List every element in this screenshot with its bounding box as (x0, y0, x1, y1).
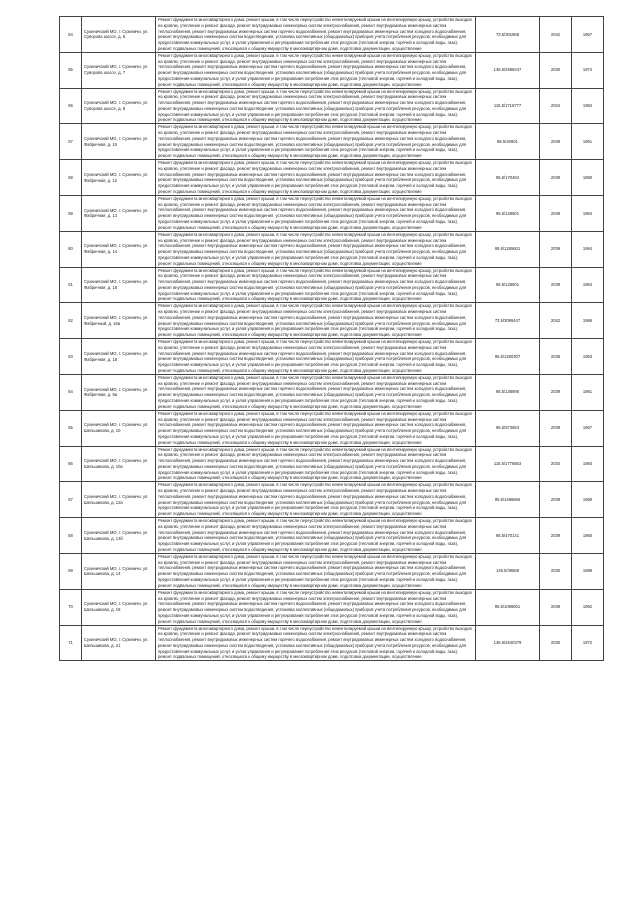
build-year: 1960 (572, 160, 604, 196)
row-number: 67 (60, 482, 82, 518)
row-number: 63 (60, 339, 82, 375)
build-year: 1963 (572, 339, 604, 375)
build-year: 1974 (572, 52, 604, 88)
row-number: 60 (60, 231, 82, 267)
works-list: Ремонт фундамента многоквартирного дома, ремонт крыши, в том числе переустройство невентилируемой крыши на вентилируемую крышу, устройство выходов на кровлю, утепление и ремонт фасада, ремонт внутридомовых инженерных систем электроснабжения, ремонт внутридомовых инженерных систем теплоснабжения, ремонт внутридомовых инженерных систем горячего водоснабжения, ремонт внутридомовых инженерных систем холодного водоснабжения, ремонт внутридомовых инженерных систем водоотведения, установка коллективных (общедомовых) приборов учета потребления ресурсов, необходимых для предоставления коммунальных услуг, и узлов управления и регулирования потребления этих ресурсов (тепловой энергии, горячей и холодной воды, газа), ремонт подвальных помещений, относящихся к общему имуществу в многоквартирном доме, подготовка документации, осуществление (156, 482, 476, 518)
area-value: 95.5/1265601 (476, 231, 540, 267)
build-year: 1964 (572, 195, 604, 231)
planned-year: 2039 (540, 482, 572, 518)
row-number: 54 (60, 17, 82, 53)
build-year: 1972 (572, 625, 604, 661)
row-number: 66 (60, 446, 82, 482)
house-address: Сухиничский МО, г. Сухиничи, ул. Суворова шоссе, д. 7 (82, 52, 156, 88)
build-year: 1964 (572, 267, 604, 303)
area-value: 73.5/3099447 (476, 303, 540, 339)
planned-year: 2042 (540, 303, 572, 339)
row-number: 58 (60, 160, 82, 196)
planned-year: 2034 (540, 446, 572, 482)
area-value: 95.5/128601 (476, 195, 540, 231)
works-list: Ремонт фундамента многоквартирного дома, ремонт крыши, в том числе переустройство невентилируемой крыши на вентилируемую крышу, устройство выходов на кровлю, утепление и ремонт фасада, ремонт внутридомовых инженерных систем электроснабжения, ремонт внутридомовых инженерных систем теплоснабжения, ремонт внутридомовых инженерных систем горячего водоснабжения, ремонт внутридомовых инженерных систем холодного водоснабжения, ремонт внутридомовых инженерных систем водоотведения, установка коллективных (общедомовых) приборов учета потребления ресурсов, необходимых для предоставления коммунальных услуг, и узлов управления и регулирования потребления этих ресурсов (тепловой энергии, горячей и холодной воды, газа), ремонт подвальных помещений, относящихся к общему имуществу в многоквартирном доме, подготовка документации, осуществление (156, 446, 476, 482)
house-address: Сухиничский МО, г. Сухиничи, ул. Фабричная, д. 18 (82, 339, 156, 375)
works-list: Ремонт фундамента многоквартирного дома, ремонт крыши, в том числе переустройство невентилируемой крыши на вентилируемую крышу, устройство выходов на кровлю, утепление и ремонт фасада, ремонт внутридомовых инженерных систем электроснабжения, ремонт внутридомовых инженерных систем теплоснабжения, ремонт внутридомовых инженерных систем горячего водоснабжения, ремонт внутридомовых инженерных систем холодного водоснабжения, ремонт внутридомовых инженерных систем водоотведения, установка коллективных (общедомовых) приборов учета потребления ресурсов, необходимых для предоставления коммунальных услуг, и узлов управления и регулирования потребления этих ресурсов (тепловой энергии, горячей и холодной воды, газа), ремонт подвальных помещений, относящихся к общему имуществу в многоквартирном доме, подготовка документации, осуществление (156, 17, 476, 53)
house-address: Сухиничский МО, г. Сухиничи, ул. Фабричная, д. 12 (82, 160, 156, 196)
house-address: Сухиничский МО, г. Сухиничи, ул. Шельшикова, д. 14 (82, 553, 156, 589)
table-row (60, 553, 604, 589)
works-list: Ремонт фундамента многоквартирного дома, ремонт крыши, в том числе переустройство невентилируемой крыши на вентилируемую крышу, устройство выходов на кровлю, утепление и ремонт фасада, ремонт внутридомовых инженерных систем электроснабжения, ремонт внутридомовых инженерных систем теплоснабжения, ремонт внутридомовых инженерных систем горячего водоснабжения, ремонт внутридомовых инженерных систем холодного водоснабжения, ремонт внутридомовых инженерных систем водоотведения, установка коллективных (общедомовых) приборов учета потребления ресурсов, необходимых для предоставления коммунальных услуг, и узлов управления и регулирования потребления этих ресурсов (тепловой энергии, горячей и холодной воды, газа), ремонт подвальных помещений, относящихся к общему имуществу в многоквартирном доме, подготовка документации, осуществление (156, 339, 476, 375)
table-row (60, 88, 604, 124)
row-number: 61 (60, 267, 82, 303)
works-list: Ремонт фундамента многоквартирного дома, ремонт крыши, в том числе переустройство невентилируемой крыши на вентилируемую крышу, устройство выходов на кровлю, утепление и ремонт фасада, ремонт внутридомовых инженерных систем электроснабжения, ремонт внутридомовых инженерных систем теплоснабжения, ремонт внутридомовых инженерных систем горячего водоснабжения, ремонт внутридомовых инженерных систем холодного водоснабжения, ремонт внутридомовых инженерных систем водоотведения, установка коллективных (общедомовых) приборов учета потребления ресурсов, необходимых для предоставления коммунальных услуг, и узлов управления и регулирования потребления этих ресурсов (тепловой энергии, горячей и холодной воды, газа), ремонт подвальных помещений, относящихся к общему имуществу в многоквартирном доме, подготовка документации, осуществление (156, 374, 476, 410)
planned-year: 2042 (540, 17, 572, 53)
house-address: Сухиничский МО, г. Сухиничи, ул. Шельшикова, д. 18 (82, 589, 156, 625)
planned-year: 2039 (540, 374, 572, 410)
row-number: 56 (60, 88, 82, 124)
row-number: 59 (60, 195, 82, 231)
works-list: Ремонт фундамента многоквартирного дома, ремонт крыши, в том числе переустройство невентилируемой крыши на вентилируемую крышу, устройство выходов на кровлю, утепление и ремонт фасада, ремонт внутридомовых инженерных систем электроснабжения, ремонт внутридомовых инженерных систем теплоснабжения, ремонт внутридомовых инженерных систем горячего водоснабжения, ремонт внутридомовых инженерных систем холодного водоснабжения, ремонт внутридомовых инженерных систем водоотведения, установка коллективных (общедомовых) приборов учета потребления ресурсов, необходимых для предоставления коммунальных услуг, и узлов управления и регулирования потребления этих ресурсов (тепловой энергии, горячей и холодной воды, газа), ремонт подвальных помещений, относящихся к общему имуществу в многоквартирном доме, подготовка документации, осуществление (156, 88, 476, 124)
works-list: Ремонт фундамента многоквартирного дома, ремонт крыши, в том числе переустройство невентилируемой крыши на вентилируемую крышу, устройство выходов на кровлю, утепление и ремонт фасада, ремонт внутридомовых инженерных систем электроснабжения, ремонт внутридомовых инженерных систем теплоснабжения, ремонт внутридомовых инженерных систем горячего водоснабжения, ремонт внутридомовых инженерных систем холодного водоснабжения, ремонт внутридомовых инженерных систем водоотведения, установка коллективных (общедомовых) приборов учета потребления ресурсов, необходимых для предоставления коммунальных услуг, и узлов управления и регулирования потребления этих ресурсов (тепловой энергии, горячей и холодной воды, газа), ремонт подвальных помещений, относящихся к общему имуществу в многоквартирном доме, подготовка документации, осуществление (156, 231, 476, 267)
table-row (60, 518, 604, 554)
works-list: Ремонт фундамента многоквартирного дома, ремонт крыши, в том числе переустройство невентилируемой крыши на вентилируемую крышу, устройство выходов на кровлю, утепление и ремонт фасада, ремонт внутридомовых инженерных систем электроснабжения, ремонт внутридомовых инженерных систем теплоснабжения, ремонт внутридомовых инженерных систем горячего водоснабжения, ремонт внутридомовых инженерных систем холодного водоснабжения, ремонт внутридомовых инженерных систем водоотведения, установка коллективных (общедомовых) приборов учета потребления ресурсов, необходимых для предоставления коммунальных услуг, и узлов управления и регулирования потребления этих ресурсов (тепловой энергии, горячей и холодной воды, газа), ремонт подвальных помещений, относящихся к общему имуществу в многоквартирном доме, подготовка документации, осуществление (156, 625, 476, 661)
table-body (60, 17, 604, 661)
row-number: 64 (60, 374, 82, 410)
area-value: 95.5/1096601 (476, 589, 540, 625)
area-value: 115.5/1716777 (476, 88, 540, 124)
build-year: 1967 (572, 410, 604, 446)
works-list: Ремонт фундамента многоквартирного дома, ремонт крыши, в том числе переустройство невентилируемой крыши на вентилируемую крышу, устройство выходов на кровлю, утепление и ремонт фасада, ремонт внутридомовых инженерных систем электроснабжения, ремонт внутридомовых инженерных систем теплоснабжения, ремонт внутридомовых инженерных систем горячего водоснабжения, ремонт внутридомовых инженерных систем холодного водоснабжения, ремонт внутридомовых инженерных систем водоотведения, установка коллективных (общедомовых) приборов учета потребления ресурсов, необходимых для предоставления коммунальных услуг, и узлов управления и регулирования потребления этих ресурсов (тепловой энергии, горячей и холодной воды, газа), ремонт подвальных помещений, относящихся к общему имуществу в многоквартирном доме, подготовка документации, осуществление (156, 589, 476, 625)
house-address: Сухиничский МО, г. Сухиничи, ул. Фабричная, д. 8а (82, 374, 156, 410)
house-address: Сухиничский МО, г. Сухиничи, ул. Шельшикова, д. 10 (82, 410, 156, 446)
table-row (60, 374, 604, 410)
build-year: 1988 (572, 553, 604, 589)
house-address: Сухиничский МО, г. Сухиничи, ул. Фабричный, д. 16а (82, 303, 156, 339)
build-year: 1962 (572, 589, 604, 625)
house-address: Сухиничский МО, г. Сухиничи, ул. Суворова шоссе, д. 8 (82, 88, 156, 124)
table-row (60, 17, 604, 53)
area-value: 95.5/40601 (476, 124, 540, 160)
table-row (60, 303, 604, 339)
build-year: 1967 (572, 17, 604, 53)
area-value: 95.5/1260307 (476, 339, 540, 375)
repair-program-table (59, 16, 604, 661)
area-value: 136.5/2540379 (476, 625, 540, 661)
house-address: Сухиничский МО, г. Сухиничи, ул. Шельшикова, д. 12а (82, 482, 156, 518)
works-list: Ремонт фундамента многоквартирного дома, ремонт крыши, в том числе переустройство невентилируемой крыши на вентилируемую крышу, устройство выходов на кровлю, утепление и ремонт фасада, ремонт внутридомовых инженерных систем электроснабжения, ремонт внутридомовых инженерных систем теплоснабжения, ремонт внутридомовых инженерных систем горячего водоснабжения, ремонт внутридомовых инженерных систем холодного водоснабжения, ремонт внутридомовых инженерных систем водоотведения, установка коллективных (общедомовых) приборов учета потребления ресурсов, необходимых для предоставления коммунальных услуг, и узлов управления и регулирования потребления этих ресурсов (тепловой энергии, горячей и холодной воды, газа), ремонт подвальных помещений, относящихся к общему имуществу в многоквартирном доме, подготовка документации, осуществление (156, 160, 476, 196)
area-value: 95.5/170484 (476, 160, 540, 196)
area-value: 95.5/1496666 (476, 482, 540, 518)
table-row (60, 52, 604, 88)
table-row (60, 339, 604, 375)
house-address: Сухиничский МО, г. Сухиничи, ул. Фабричная, д. 13 (82, 195, 156, 231)
table-row (60, 195, 604, 231)
works-list: Ремонт фундамента многоквартирного дома, ремонт крыши, в том числе переустройство невентилируемой крыши на вентилируемую крышу, устройство выходов на кровлю, утепление и ремонт фасада, ремонт внутридомовых инженерных систем электроснабжения, ремонт внутридомовых инженерных систем теплоснабжения, ремонт внутридомовых инженерных систем горячего водоснабжения, ремонт внутридомовых инженерных систем холодного водоснабжения, ремонт внутридомовых инженерных систем водоотведения, установка коллективных (общедомовых) приборов учета потребления ресурсов, необходимых для предоставления коммунальных услуг, и узлов управления и регулирования потребления этих ресурсов (тепловой энергии, горячей и холодной воды, газа), ремонт подвальных помещений, относящихся к общему имуществу в многоквартирном доме, подготовка документации, осуществление (156, 410, 476, 446)
build-year: 1966 (572, 303, 604, 339)
planned-year: 2030 (540, 553, 572, 589)
house-address: Сухиничский МО, г. Сухиничи, ул. Суворова шоссе, д. 5 (82, 17, 156, 53)
table-row (60, 482, 604, 518)
build-year: 1961 (572, 374, 604, 410)
area-value: 95.5/126601 (476, 267, 540, 303)
build-year: 1969 (572, 482, 604, 518)
works-list: Ремонт фундамента многоквартирного дома, ремонт крыши, в том числе переустройство невентилируемой крыши на вентилируемую крышу, устройство выходов на кровлю, утепление и ремонт фасада, ремонт внутридомовых инженерных систем электроснабжения, ремонт внутридомовых инженерных систем теплоснабжения, ремонт внутридомовых инженерных систем горячего водоснабжения, ремонт внутридомовых инженерных систем холодного водоснабжения, ремонт внутридомовых инженерных систем водоотведения, установка коллективных (общедомовых) приборов учета потребления ресурсов, необходимых для предоставления коммунальных услуг, и узлов управления и регулирования потребления этих ресурсов (тепловой энергии, горячей и холодной воды, газа), ремонт подвальных помещений, относящихся к общему имуществу в многоквартирном доме, подготовка документации, осуществление (156, 553, 476, 589)
table-row (60, 160, 604, 196)
row-number: 57 (60, 124, 82, 160)
table-row (60, 124, 604, 160)
row-number: 70 (60, 589, 82, 625)
table-row (60, 446, 604, 482)
table-row (60, 267, 604, 303)
works-list: Ремонт фундамента многоквартирного дома, ремонт крыши, в том числе переустройство невентилируемой крыши на вентилируемую крышу, устройство выходов на кровлю, утепление и ремонт фасада, ремонт внутридомовых инженерных систем электроснабжения, ремонт внутридомовых инженерных систем теплоснабжения, ремонт внутридомовых инженерных систем горячего водоснабжения, ремонт внутридомовых инженерных систем холодного водоснабжения, ремонт внутридомовых инженерных систем водоотведения, установка коллективных (общедомовых) приборов учета потребления ресурсов, необходимых для предоставления коммунальных услуг, и узлов управления и регулирования потребления этих ресурсов (тепловой энергии, горячей и холодной воды, газа), ремонт подвальных помещений, относящихся к общему имуществу в многоквартирном доме, подготовка документации, осуществление (156, 195, 476, 231)
row-number: 62 (60, 303, 82, 339)
works-list: Ремонт фундамента многоквартирного дома, ремонт крыши, в том числе переустройство невентилируемой крыши на вентилируемую крышу, устройство выходов на кровлю, утепление и ремонт фасада, ремонт внутридомовых инженерных систем электроснабжения, ремонт внутридомовых инженерных систем теплоснабжения, ремонт внутридомовых инженерных систем горячего водоснабжения, ремонт внутридомовых инженерных систем холодного водоснабжения, ремонт внутридомовых инженерных систем водоотведения, установка коллективных (общедомовых) приборов учета потребления ресурсов, необходимых для предоставления коммунальных услуг, и узлов управления и регулирования потребления этих ресурсов (тепловой энергии, горячей и холодной воды, газа), ремонт подвальных помещений, относящихся к общему имуществу в многоквартирном доме, подготовка документации, осуществление (156, 52, 476, 88)
area-value: 73.5/301868 (476, 17, 540, 53)
build-year: 1984 (572, 88, 604, 124)
row-number: 71 (60, 625, 82, 661)
planned-year: 2039 (540, 410, 572, 446)
table-row (60, 625, 604, 661)
area-value: 95.5/673653 (476, 410, 540, 446)
house-address: Сухиничский МО, г. Сухиничи, ул. Шельшикова, д. 13б (82, 518, 156, 554)
area-value: 95.5/138896 (476, 374, 540, 410)
area-value: 115.5/1776653 (476, 446, 540, 482)
planned-year: 2039 (540, 124, 572, 160)
planned-year: 2039 (540, 589, 572, 625)
planned-year: 2039 (540, 518, 572, 554)
planned-year: 2039 (540, 231, 572, 267)
planned-year: 2030 (540, 625, 572, 661)
area-value: 95.5/470141 (476, 518, 540, 554)
planned-year: 2039 (540, 195, 572, 231)
build-year: 1961 (572, 124, 604, 160)
planned-year: 2039 (540, 160, 572, 196)
house-address: Сухиничский МО, г. Сухиничи, ул. Шельшикова, д. 10а (82, 446, 156, 482)
document-page (59, 16, 603, 661)
build-year: 1984 (572, 446, 604, 482)
table-row (60, 589, 604, 625)
planned-year: 2038 (540, 339, 572, 375)
area-value: 136.5/2588447 (476, 52, 540, 88)
row-number: 68 (60, 518, 82, 554)
planned-year: 2030 (540, 52, 572, 88)
house-address: Сухиничский МО, г. Сухиничи, ул. Фабричная, д. 14 (82, 231, 156, 267)
build-year: 1964 (572, 231, 604, 267)
build-year: 1960 (572, 518, 604, 554)
works-list: Ремонт фундамента многоквартирного дома, ремонт крыши, в том числе переустройство невентилируемой крыши на вентилируемую крышу, устройство выходов на кровлю, утепление и ремонт фасада, ремонт внутридомовых инженерных систем электроснабжения, ремонт внутридомовых инженерных систем теплоснабжения, ремонт внутридомовых инженерных систем горячего водоснабжения, ремонт внутридомовых инженерных систем холодного водоснабжения, ремонт внутридомовых инженерных систем водоотведения, установка коллективных (общедомовых) приборов учета потребления ресурсов, необходимых для предоставления коммунальных услуг, и узлов управления и регулирования потребления этих ресурсов (тепловой энергии, горячей и холодной воды, газа), ремонт подвальных помещений, относящихся к общему имуществу в многоквартирном доме, подготовка документации, осуществление (156, 267, 476, 303)
planned-year: 2034 (540, 88, 572, 124)
house-address: Сухиничский МО, г. Сухиничи, ул. Фабричная, д. 16 (82, 267, 156, 303)
planned-year: 2039 (540, 267, 572, 303)
works-list: Ремонт фундамента многоквартирного дома, ремонт крыши, в том числе переустройство невентилируемой крыши на вентилируемую крышу, устройство выходов на кровлю, утепление и ремонт фасада, ремонт внутридомовых инженерных систем электроснабжения, ремонт внутридомовых инженерных систем теплоснабжения, ремонт внутридомовых инженерных систем горячего водоснабжения, ремонт внутридомовых инженерных систем холодного водоснабжения, ремонт внутридомовых инженерных систем водоотведения, установка коллективных (общедомовых) приборов учета потребления ресурсов, необходимых для предоставления коммунальных услуг, и узлов управления и регулирования потребления этих ресурсов (тепловой энергии, горячей и холодной воды, газа), ремонт подвальных помещений, относящихся к общему имуществу в многоквартирном доме, подготовка документации, осуществление (156, 518, 476, 554)
house-address: Сухиничский МО, г. Сухиничи, ул. Шельшикова, д. 21 (82, 625, 156, 661)
house-address: Сухиничский МО, г. Сухиничи, ул. Фабричная, д. 10 (82, 124, 156, 160)
row-number: 69 (60, 553, 82, 589)
row-number: 55 (60, 52, 82, 88)
works-list: Ремонт фундамента многоквартирного дома, ремонт крыши, в том числе переустройство невентилируемой крыши на вентилируемую крышу, устройство выходов на кровлю, утепление и ремонт фасада, ремонт внутридомовых инженерных систем электроснабжения, ремонт внутридомовых инженерных систем теплоснабжения, ремонт внутридомовых инженерных систем горячего водоснабжения, ремонт внутридомовых инженерных систем холодного водоснабжения, ремонт внутридомовых инженерных систем водоотведения, установка коллективных (общедомовых) приборов учета потребления ресурсов, необходимых для предоставления коммунальных услуг, и узлов управления и регулирования потребления этих ресурсов (тепловой энергии, горячей и холодной воды, газа), ремонт подвальных помещений, относящихся к общему имуществу в многоквартирном доме, подготовка документации, осуществление (156, 124, 476, 160)
table-row (60, 231, 604, 267)
area-value: 136.5/39669 (476, 553, 540, 589)
row-number: 65 (60, 410, 82, 446)
table-row (60, 410, 604, 446)
works-list: Ремонт фундамента многоквартирного дома, ремонт крыши, в том числе переустройство невентилируемой крыши на вентилируемую крышу, устройство выходов на кровлю, утепление и ремонт фасада, ремонт внутридомовых инженерных систем электроснабжения, ремонт внутридомовых инженерных систем теплоснабжения, ремонт внутридомовых инженерных систем горячего водоснабжения, ремонт внутридомовых инженерных систем холодного водоснабжения, ремонт внутридомовых инженерных систем водоотведения, установка коллективных (общедомовых) приборов учета потребления ресурсов, необходимых для предоставления коммунальных услуг, и узлов управления и регулирования потребления этих ресурсов (тепловой энергии, горячей и холодной воды, газа), ремонт подвальных помещений, относящихся к общему имуществу в многоквартирном доме, подготовка документации, осуществление (156, 303, 476, 339)
